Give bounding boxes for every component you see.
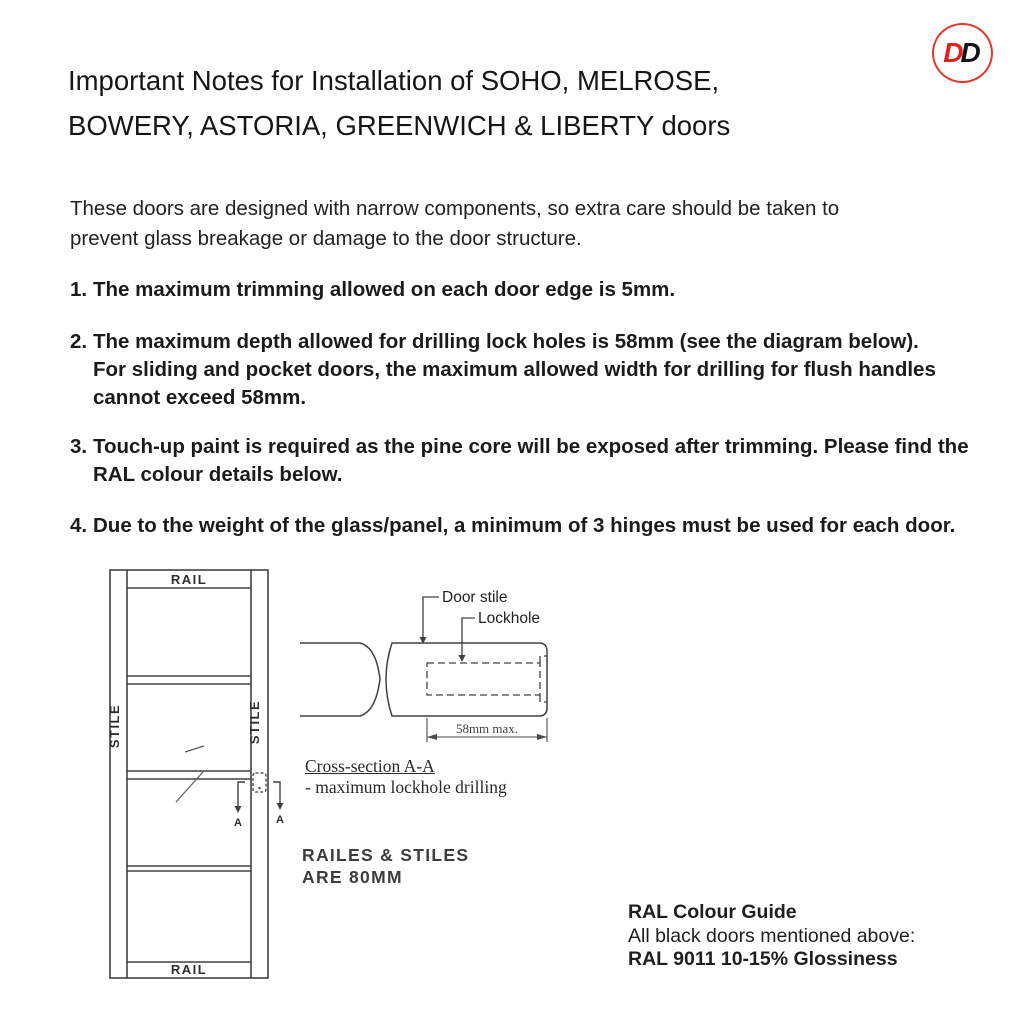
rails-note-line2: ARE 80MM [302,866,403,887]
dimension-label: 58mm max. [455,721,519,736]
note-text [93,512,955,540]
note-text [93,276,675,304]
glass-marks [176,746,204,802]
cross-section-caption [305,756,507,798]
intro-line1: These doors are designed with narrow components, so extra care should be taken to [70,197,840,220]
logo-letter-2: D [960,37,978,68]
note-item-1 [70,276,675,304]
door-lockhole-marker [253,773,266,792]
rails-note-line1: RAILES & STILES [302,845,470,865]
note-text [93,328,936,412]
door-elevation-diagram [100,562,300,992]
note-text-line: The maximum depth allowed for drilling lock holes is 58mm (see the diagram below). [93,330,919,353]
ral-guide-line2: RAL 9011 10-15% Glossiness [628,948,898,970]
door-stile-label: Door stile [442,589,508,606]
ral-colour-guide [628,901,915,972]
rail-top-label: RAIL [170,572,208,587]
note-text [93,433,969,489]
note-number: 2. [70,330,88,353]
section-marker-a-left: A [234,817,242,829]
intro-line2: prevent glass breakage or damage to the door structure. [70,226,582,250]
lockhole-dashed-outline [427,656,547,702]
cross-section-caption-title: Cross-section A-A [305,756,435,776]
note-number: 3. [70,435,88,458]
ral-guide-line1: All black doors mentioned above: [628,924,916,947]
stile-right-label: STILE [247,699,262,745]
stile-left-label: STILE [107,703,122,749]
note-text-line: The maximum trimming allowed on each door edge is 5mm. [93,278,676,301]
stile-cross-section [300,643,547,716]
dd-logo-letters [943,39,977,67]
door-outline [110,570,268,978]
note-text-line: For sliding and pocket doors, the maximum allowed width for drilling for flush handles [93,358,936,381]
note-item-3 [70,433,969,489]
cross-section-caption-sub: - maximum lockhole drilling [305,777,507,797]
door-diagram-labels [107,572,284,977]
cross-section-labels [442,589,540,736]
section-arrowheads [235,803,284,813]
note-text-line: cannot exceed 58mm. [93,386,307,409]
lockhole-label: Lockhole [478,610,541,627]
note-text-line: Touch-up paint is required as the pine core will be exposed after trimming. Please find the [93,435,969,458]
note-item-4 [70,512,955,540]
page-title-line1: Important Notes for Installation of SOHO, MELROSE, [68,65,720,96]
note-text-line: Due to the weight of the glass/panel, a minimum of 3 hinges must be used for each door. [93,514,956,537]
rail-bottom-label: RAIL [170,962,208,977]
ral-guide-title: RAL Colour Guide [628,901,797,923]
note-number: 1. [70,278,88,301]
note-number: 4. [70,514,88,537]
note-text-line: RAL colour details below. [93,463,343,486]
section-marker-a-right: A [276,814,284,826]
stile-body-segment [386,643,547,716]
logo-letter-1: D [943,37,961,68]
note-item-2 [70,328,936,412]
page-title [68,58,948,148]
rails-stiles-note [302,845,469,888]
leader-arrowheads [420,637,466,662]
intro-paragraph [70,194,839,253]
stile-break-segment [300,643,380,716]
door-outer-frame [110,570,268,978]
section-arrows [238,782,280,806]
page-title-line2: BOWERY, ASTORIA, GREENWICH & LIBERTY doors [68,110,731,141]
